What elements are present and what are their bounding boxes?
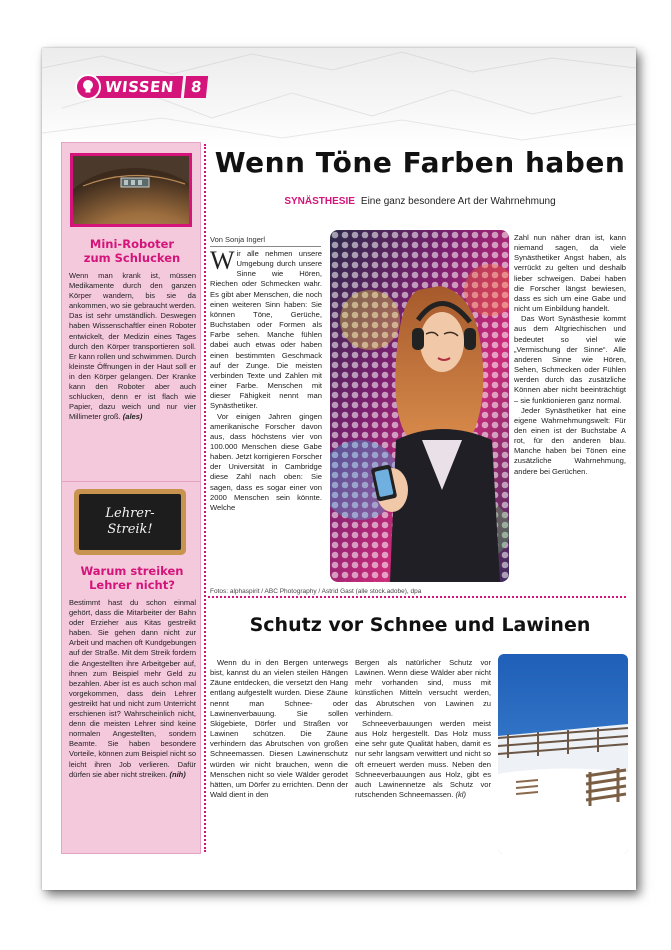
- paragraph: Vor einigen Jahren gingen amerikanische Forscher davon aus, dass höchstens vier von 100.000 Menschen diese Gabe haben. Jetzt korrigieren Forscher der Universität in Cambridge diese Zahl nach oben: Sie sagen, dass es sogar einer von 2000 Menschen sein könnte. Welche: [210, 411, 322, 512]
- paragraph: [355, 719, 491, 800]
- box1-text: [69, 271, 196, 422]
- box1-title-line1: Mini-Roboter: [89, 237, 175, 251]
- box2-title-line1: Warum streiken: [80, 564, 184, 578]
- section-tag: [75, 75, 207, 99]
- horizontal-divider: [208, 596, 626, 598]
- chalkboard-line2: Streik!: [107, 522, 153, 537]
- dropcap: W: [210, 246, 235, 275]
- box2-author: (nih): [169, 769, 186, 779]
- box1-title: [66, 237, 198, 265]
- box2-text: [69, 598, 196, 780]
- paragraph: Wenn du in den Bergen unterwegs bist, kannst du an vielen steilen Hängen Zäune entdecken, die versetzt den Hang entlang aufgestellt wurden. Diese Zäune nennt man Schnee- oder Lawinenverbauung. Sie sollen Skigebiete, Dörfer und Straßen vor Lawinen schützen. Die Zäune verhindern das Abrutschen von großen Schneemassen. Diesen Lawinenschutz würden wir nicht brauchen, wenn die Menschen nicht so viele Wälder gerodet hätten, um Dörfer zu errichten. Denn der Wald dient in den: [210, 658, 348, 800]
- paragraph: Bergen als natürlicher Schutz vor Lawinen. Wenn diese Wälder aber nicht mehr vorhanden sind, muss mit künstlichen Mitteln versucht werden, das Abrutschen von Lawinen zu verhindern.: [355, 658, 491, 718]
- article2-headline: Schutz vor Schnee und Lawinen: [249, 614, 591, 636]
- paragraph-text: ir alle nehmen unsere Umgebung durch unsere Sinne wie Hören, Riechen oder Schmecken wahr. Es gibt aber Menschen, die noch einen weiteren Sinn haben: Sie können Töne, Gerüche, Buchstaben oder Formen als Farbe sehen. Manche fühlen dabei auch etwas oder haben einen bestimmten Geschmack auf der Zunge. Die meisten verbinden Texte und Zahlen mit einer Farbe. Menschen mit dieser Fähigkeit nennt man Synästhetiker.: [210, 249, 322, 411]
- article2-column2: [355, 658, 491, 800]
- box1-body: Wenn man krank ist, müssen Medikamente durch den ganzen Körper wandern, bis sie da ankommen, wo sie gebraucht werden. Das ist sehr umständlich. Deswegen haben Wissenschaftler einen Roboter entwickelt, der Medizin eines Tages durch den Körper transportieren soll. Er kann rollen und schwimmen. Durch kleinste Öffnungen in der Haut soll er in den Körper gelangen. Der Kranke kann den Roboter aber auch schlucken, denn er ist flach wie Papier, dazu weich und nur vier Millimeter groß.: [69, 271, 196, 422]
- coin-robot-photo: [70, 153, 192, 227]
- chalkboard-surface: [79, 494, 181, 550]
- box2-title-line2: Lehrer nicht?: [89, 578, 175, 592]
- box2-title: [66, 564, 198, 592]
- vertical-divider: [204, 144, 206, 852]
- photo-credits: Fotos: alphaspirit / ABC Photography / Astrid Gast (alle stock.adobe), dpa: [210, 588, 422, 595]
- magazine-page: [42, 48, 636, 890]
- article2-column1: [210, 658, 348, 800]
- article1-kicker: [212, 196, 628, 207]
- article1-headline: Wenn Töne Farben haben: [214, 146, 626, 179]
- box1-author: (ales): [122, 412, 143, 422]
- chalkboard-line1: Lehrer-: [105, 506, 155, 521]
- kicker-tag: SYNÄSTHESIE: [284, 196, 355, 207]
- sidebar-box-lehrer-streik: [61, 481, 201, 854]
- paragraph: Das Wort Synästhesie kommt aus dem Altgriechischen und bedeutet so viel wie „Vermischung der Sinne“. Alle anderen Sinne wie Hören, Sehen, Schmecken oder Fühlen werden durch das zusätzliche Können aber nicht beeinträchtigt – sie funktionieren ganz normal.: [514, 314, 626, 405]
- lightbulb-icon: [75, 74, 101, 100]
- article1-column1: [210, 246, 322, 513]
- box2-body: Bestimmt hast du schon einmal gehört, dass die Mitarbeiter der Bahn oder Erzieher aus Kitas gestreikt haben. Sie gehen dann nicht zur Arbeit und machen oft Kundgebungen auf der Straße. Mit dem Streik fordern die Angestellten ihre Arbeitgeber auf, ihnen zum Beispiel mehr Geld zu bezahlen. Aber ist es auch schon mal vorgekommen, dass dein Lehrer gestreikt hat und nicht zum Unterricht erschienen ist? Wahrscheinlich nicht, denn die meisten Lehrer sind keine normalen Angestellten, sondern Beamte. Sie haben besondere Vorteile, können zum Beispiel nicht so leicht ihren Job verlieren. Dafür dürfen sie aber nicht streiken.: [69, 598, 196, 779]
- snow-fence-photo: [498, 654, 628, 854]
- kicker-text: Eine ganz besondere Art der Wahrnehmung: [360, 196, 556, 207]
- paragraph-text: Schneeverbauungen werden meist aus Holz hergestellt. Das Holz muss eine sehr gute Qualität haben, damit es nur sehr langsam verwittert und nicht so oft erneuert werden muss. Neben den Schneeverbauungen aus Holz, gibt es auch Lawinennetze als Schutz vor rutschenden Schneemassen.: [355, 718, 491, 800]
- synesthesia-photo: [330, 230, 509, 582]
- byline: Von Sonja Ingerl: [210, 235, 321, 247]
- article1-column3: [514, 233, 626, 477]
- chalkboard-image: [74, 489, 186, 555]
- box1-title-line2: zum Schlucken: [83, 251, 181, 265]
- paragraph: Jeder Synästhetiker hat eine eigene Wahrnehmungswelt: Für den einen ist der Buchstabe A rot, für den anderen blau. Manche haben bei Tönen eine zusätzliche Wahrnehmung, andere bei Gerüchen.: [514, 405, 626, 476]
- sidebar-box-mini-roboter: [61, 142, 201, 502]
- page-number: 8: [184, 76, 209, 98]
- article2-author: (kl): [455, 790, 467, 800]
- paragraph: Zahl nun näher dran ist, kann niemand sagen, da viele Synästhetiker Angst haben, als verrückt zu gelten und deshalb lieber schweigen. Dabei haben die Forscher längst bewiesen, dass es sich um eine Gabe und nicht um Einbildung handelt.: [514, 233, 626, 314]
- paragraph: [210, 246, 322, 412]
- section-label: WISSEN: [94, 76, 183, 98]
